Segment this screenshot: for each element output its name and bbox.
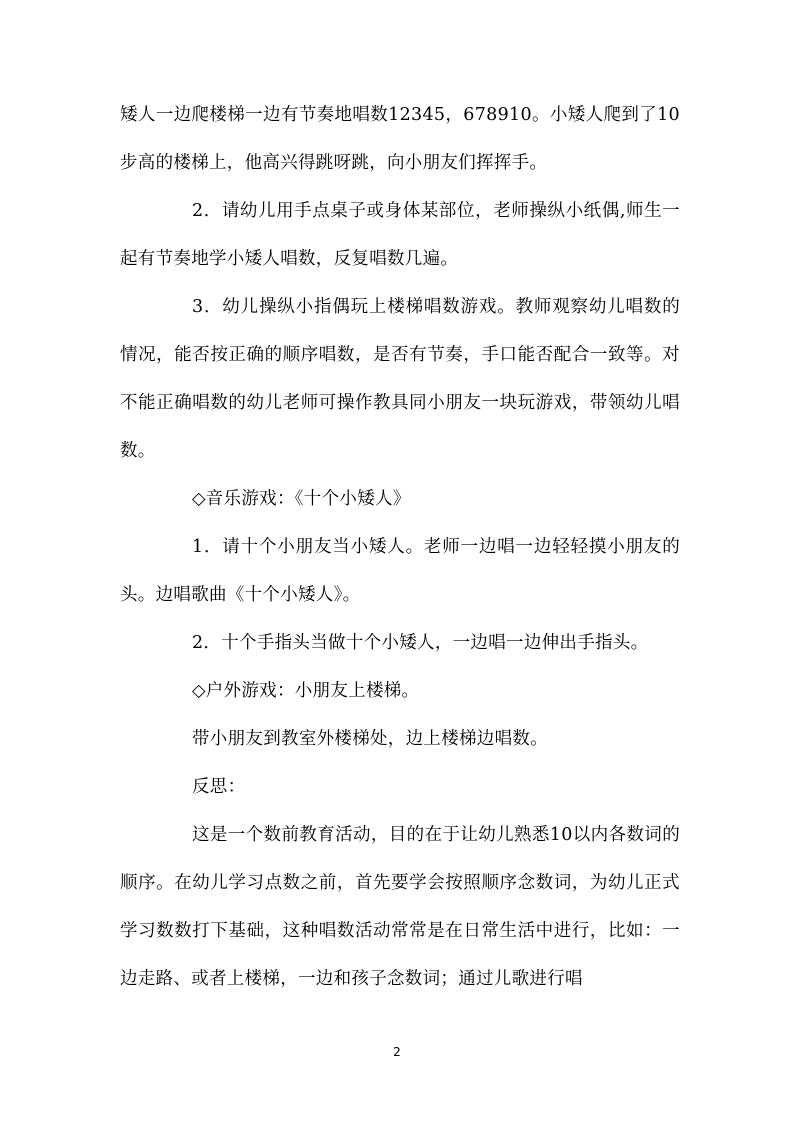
- paragraph-reflection: 这是一个数前教育活动，目的在于让幼儿熟悉10以内各数词的顺序。在幼儿学习点数之前，首先要学会按照顺序念数词，为幼儿正式学习数数打下基础，这种唱数活动常常是在日常生活中进行，比如：一边走路、或者上楼梯，一边和孩子念数词；通过儿歌进行唱: [120, 825, 680, 989]
- paragraph-continued-story: 矮人一边爬楼梯一边有节奏地唱数12345，678910。小矮人爬到了10步高的楼梯上，他高兴得跳呀跳，向小朋友们挥挥手。: [120, 105, 680, 173]
- section-heading-music-game: ◇音乐游戏：《十个小矮人》: [192, 489, 411, 509]
- section-heading-reflection: 反思：: [192, 777, 246, 797]
- document-body: [120, 91, 680, 1003]
- page-number: 2: [393, 1045, 401, 1059]
- paragraph-outdoor-instruction: 带小朋友到教室外楼梯处，边上楼梯边唱数。: [192, 729, 548, 749]
- paragraph-step-2: 2．请幼儿用手点桌子或身体某部位，老师操纵小纸偶,师生一起有节奏地学小矮人唱数，反复唱数几遍。: [120, 201, 680, 269]
- paragraph-step-3: 3．幼儿操纵小指偶玩上楼梯唱数游戏。教师观察幼儿唱数的情况，能否按正确的顺序唱数，是否有节奏，手口能否配合一致等。对不能正确唱数的幼儿老师可操作教具同小朋友一块玩游戏，带领幼儿唱数。: [120, 297, 680, 461]
- section-heading-outdoor-game: ◇户外游戏：小朋友上楼梯。: [192, 681, 420, 701]
- paragraph-music-step-1: 1．请十个小朋友当小矮人。老师一边唱一边轻轻摸小朋友的头。边唱歌曲《十个小矮人》。: [120, 537, 680, 605]
- paragraph-music-step-2: 2．十个手指头当做十个小矮人，一边唱一边伸出手指头。: [192, 633, 649, 653]
